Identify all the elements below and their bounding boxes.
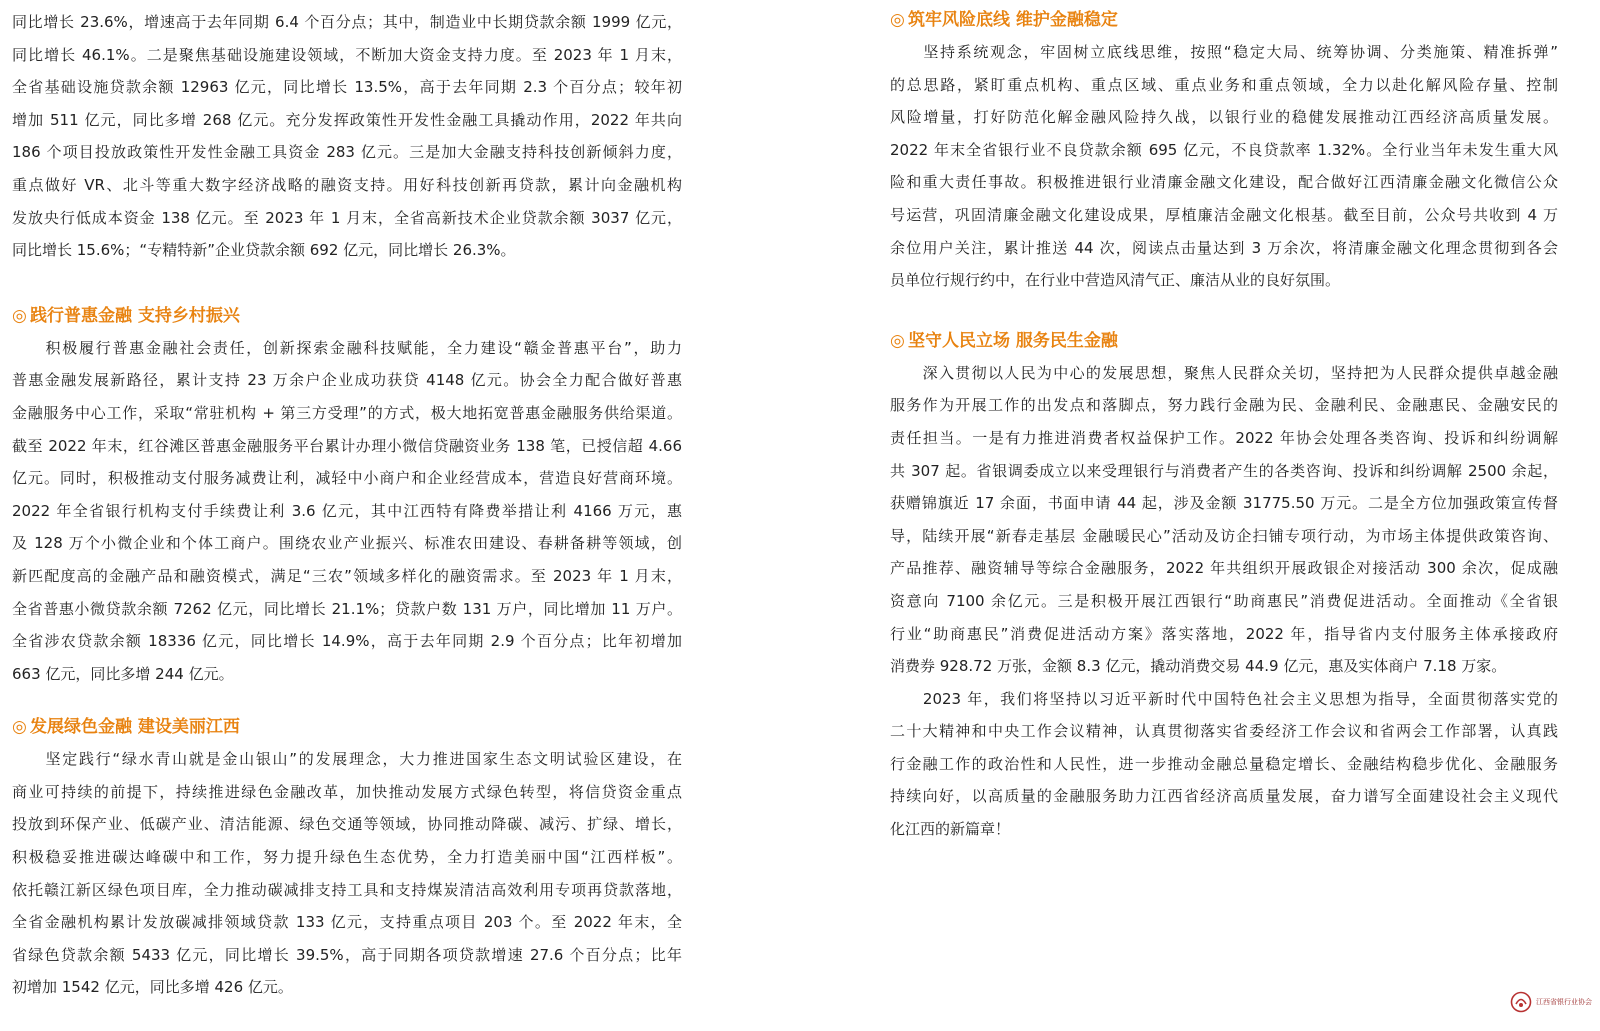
association-seal-icon bbox=[1510, 991, 1532, 1013]
text-line: 同比增长 15.6%；“专精特新”企业贷款余额 692 亿元，同比增长 26.3%。 bbox=[12, 241, 516, 260]
text-line: 员单位行规行约中，在行业中营造风清气正、廉洁从业的良好氛围。 bbox=[890, 271, 1341, 290]
text-line: 亿元。同时，积极推动支付服务减费让利，减轻中小商户和企业经营成本，营造良好营商环境。 bbox=[12, 469, 682, 488]
text-line: 化江西的新篇章！ bbox=[890, 820, 1011, 839]
text-line: 同比增长 46.1%。二是聚焦基础设施建设领域，不断加大资金支持力度。至 2023 年 1 月末， bbox=[12, 45, 682, 64]
text-line: 增加 511 亿元，同比多增 268 亿元。充分发挥政策性开发性金融工具撬动作用，2022 年共向 bbox=[12, 110, 682, 129]
paragraph-green-finance bbox=[12, 743, 682, 1004]
text-line: 663 亿元，同比多增 244 亿元。 bbox=[12, 664, 234, 683]
text-line: 二十大精神和中央工作会议精神，认真贯彻落实省委经济工作会议和省两会工作部署，认真践 bbox=[890, 722, 1558, 741]
text-line: 186 个项目投放政策性开发性金融工具资金 283 亿元。三是加大金融支持科技创新倾斜力度， bbox=[12, 143, 682, 162]
text-line: 截至 2022 年末，红谷滩区普惠金融服务平台累计办理小微信贷融资业务 138 笔，已授信超 4.66 bbox=[12, 436, 682, 455]
section-title: 坚守人民立场 服务民生金融 bbox=[908, 330, 1118, 351]
text-line: 金融服务中心工作，采取“常驻机构 + 第三方受理”的方式，极大地拓宽普惠金融服务供给渠道。 bbox=[12, 403, 682, 422]
text-line: 行业“助商惠民”消费促进活动方案》落实落地，2022 年，指导省内支付服务主体承接政府 bbox=[890, 624, 1558, 643]
text-line: 产品推荐、融资辅导等综合金融服务，2022 年共组织开展政银企对接活动 300 余次，促成融 bbox=[890, 559, 1558, 578]
text-line: 全省涉农贷款余额 18336 亿元，同比增长 14.9%，高于去年同期 2.9 个百分点；比年初增加 bbox=[12, 632, 682, 651]
paragraph-closing-2023 bbox=[890, 683, 1558, 846]
text-line: 初增加 1542 亿元，同比多增 426 亿元。 bbox=[12, 978, 293, 997]
text-line: 商业可持续的前提下，持续推进绿色金融改革，加快推动发展方式绿色转型，将信贷资金重点 bbox=[12, 782, 682, 801]
paragraph-risk-control bbox=[890, 36, 1558, 297]
text-line: 发放央行低成本资金 138 亿元。至 2023 年 1 月末，全省高新技术企业贷款余额 3037 亿元， bbox=[12, 208, 682, 227]
paragraph-inclusive-finance bbox=[12, 332, 682, 691]
text-line: 持续向好，以高质量的金融服务助力江西省经济高质量发展，奋力谱写全面建设社会主义现代 bbox=[890, 787, 1558, 806]
text-line: 2022 年全省银行机构支付手续费让利 3.6 亿元，其中江西特有降费举措让利 4166 万元，惠 bbox=[12, 501, 682, 520]
circle-bullet-icon: ◎ bbox=[12, 305, 27, 326]
text-line: 坚持系统观念，牢固树立底线思维，按照“稳定大局、统筹协调、分类施策、精准拆弹” bbox=[890, 43, 1558, 61]
text-line: 积极履行普惠金融社会责任，创新探索金融科技赋能，全力建设“赣金普惠平台”，助力 bbox=[12, 338, 682, 357]
section-heading-inclusive-finance bbox=[12, 300, 682, 332]
text-line: 资意向 7100 余亿元。三是积极开展江西银行“助商惠民”消费促进活动。全面推动《全省银 bbox=[890, 591, 1558, 610]
text-line: 导，陆续开展“新春走基层 金融暖民心”活动及访企扫铺专项行动，为市场主体提供政策咨询、 bbox=[890, 526, 1558, 545]
section-title: 践行普惠金融 支持乡村振兴 bbox=[30, 305, 240, 326]
text-line: 2023 年，我们将坚持以习近平新时代中国特色社会主义思想为指导，全面贯彻落实党的 bbox=[890, 689, 1558, 708]
text-line: 共 307 起。省银调委成立以来受理银行与消费者产生的各类咨询、投诉和纠纷调解 2500 余起， bbox=[890, 461, 1558, 480]
text-line: 2022 年末全省银行业不良贷款余额 695 亿元，不良贷款率 1.32%。全行业当年未发生重大风 bbox=[890, 140, 1558, 159]
left-column bbox=[12, 6, 682, 1004]
text-line: 及 128 万个小微企业和个体工商户。围绕农业产业振兴、标准农田建设、春耕备耕等领域，创 bbox=[12, 534, 682, 553]
association-logo bbox=[1510, 991, 1592, 1013]
section-title: 筑牢风险底线 维护金融稳定 bbox=[908, 10, 1118, 30]
text-line: 获赠锦旗近 17 余面，书面申请 44 起，涉及金额 31775.50 万元。二是全方位加强政策宣传督 bbox=[890, 494, 1558, 513]
text-line: 余位用户关注，累计推送 44 次，阅读点击量达到 3 万余次，将清廉金融文化理念贯彻到各会 bbox=[890, 238, 1558, 257]
text-line: 深入贯彻以人民为中心的发展思想，聚焦人民群众关切，坚持把为人民群众提供卓越金融 bbox=[890, 363, 1558, 382]
text-line: 行金融工作的政治性和人民性，进一步推动金融总量稳定增长、金融结构稳步优化、金融服务 bbox=[890, 754, 1558, 773]
text-line: 号运营，巩固清廉金融文化建设成果，厚植廉洁金融文化根基。截至目前，公众号共收到 4 万 bbox=[890, 205, 1558, 224]
text-line: 普惠金融发展新路径，累计支持 23 万余户企业成功获贷 4148 亿元。协会全力配合做好普惠 bbox=[12, 371, 682, 390]
text-line: 省绿色贷款余额 5433 亿元，同比增长 39.5%，高于同期各项贷款增速 27.6 个百分点；比年 bbox=[12, 945, 682, 964]
circle-bullet-icon: ◎ bbox=[12, 717, 27, 738]
section-heading-risk-control bbox=[890, 4, 1558, 36]
text-line: 新匹配度高的金融产品和融资模式，满足“三农”领域多样化的融资需求。至 2023 年 1 月末， bbox=[12, 566, 682, 585]
text-line: 责任担当。一是有力推进消费者权益保护工作。2022 年协会处理各类咨询、投诉和纠纷调解 bbox=[890, 428, 1558, 447]
paragraph-manufacturing-infrastructure bbox=[12, 6, 682, 267]
section-title: 发展绿色金融 建设美丽江西 bbox=[30, 717, 240, 738]
section-heading-green-finance bbox=[12, 711, 682, 743]
text-line: 重点做好 VR、北斗等重大数字经济战略的融资支持。用好科技创新再贷款，累计向金融机构 bbox=[12, 175, 682, 194]
text-line: 坚定践行“绿水青山就是金山银山”的发展理念，大力推进国家生态文明试验区建设，在 bbox=[12, 750, 682, 769]
paragraph-people-finance bbox=[890, 357, 1558, 683]
right-column bbox=[890, 4, 1558, 846]
text-line: 全省金融机构累计发放碳减排领域贷款 133 亿元，支持重点项目 203 个。至 2022 年末，全 bbox=[12, 913, 682, 932]
circle-bullet-icon: ◎ bbox=[890, 10, 905, 30]
text-line: 同比增长 23.6%，增速高于去年同期 6.4 个百分点；其中，制造业中长期贷款余额 1999 亿元， bbox=[12, 13, 682, 31]
text-line: 的总思路，紧盯重点机构、重点区域、重点业务和重点领域，全力以赴化解风险存量、控制 bbox=[890, 75, 1558, 94]
section-heading-people-finance bbox=[890, 325, 1558, 357]
text-line: 服务作为开展工作的出发点和落脚点，努力践行金融为民、金融利民、金融惠民、金融安民的 bbox=[890, 396, 1558, 415]
text-line: 风险增量，打好防范化解金融风险持久战，以银行业的稳健发展推动江西经济高质量发展。 bbox=[890, 108, 1558, 127]
text-line: 消费券 928.72 万张，金额 8.3 亿元，撬动消费交易 44.9 亿元，惠及实体商户 7.18 万家。 bbox=[890, 657, 1507, 676]
text-line: 积极稳妥推进碳达峰碳中和工作，努力提升绿色生态优势，全力打造美丽中国“江西样板”。 bbox=[12, 848, 682, 867]
text-line: 全省基础设施贷款余额 12963 亿元，同比增长 13.5%，高于去年同期 2.3 个百分点；较年初 bbox=[12, 78, 682, 97]
association-logo-text: 江西省银行业协会 bbox=[1536, 998, 1592, 1006]
circle-bullet-icon: ◎ bbox=[890, 330, 905, 351]
text-line: 全省普惠小微贷款余额 7262 亿元，同比增长 21.1%；贷款户数 131 万户，同比增加 11 万户。 bbox=[12, 599, 682, 618]
text-line: 险和重大责任事故。积极推进银行业清廉金融文化建设，配合做好江西清廉金融文化微信公众 bbox=[890, 173, 1558, 192]
text-line: 依托赣江新区绿色项目库，全力推动碳减排支持工具和支持煤炭清洁高效利用专项再贷款落地， bbox=[12, 880, 682, 899]
text-line: 投放到环保产业、低碳产业、清洁能源、绿色交通等领域，协同推动降碳、减污、扩绿、增长， bbox=[12, 815, 682, 834]
